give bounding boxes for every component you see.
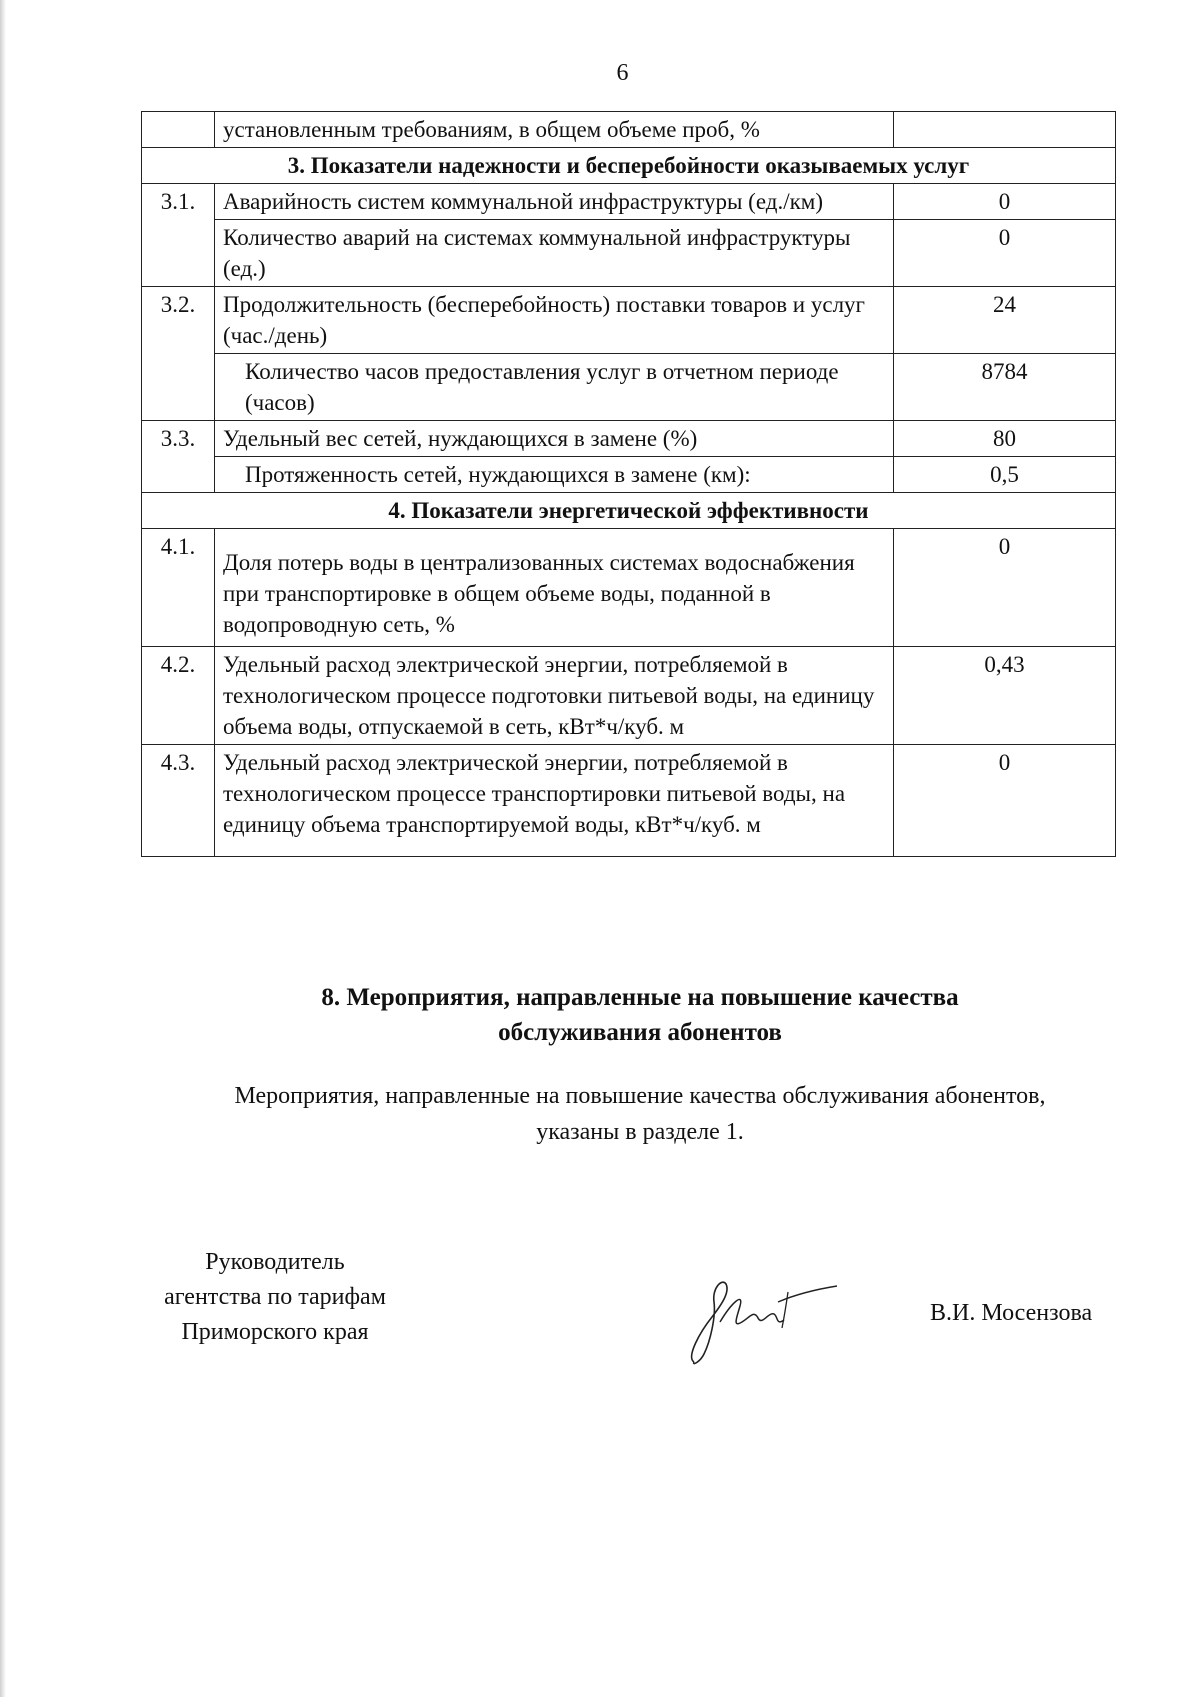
row-value: 80 — [894, 421, 1116, 457]
row-value: 0,5 — [894, 457, 1116, 493]
row-description: Удельный расход электрической энергии, потребляемой в технологическом процессе транспортировки питьевой воды, на единицу объема транспортируемой воды, кВт*ч/куб. м — [215, 745, 894, 857]
row-description: Удельный расход электрической энергии, потребляемой в технологическом процессе подготовки питьевой воды, на единицу объема воды, отпускаемой в сеть, кВт*ч/куб. м — [215, 647, 894, 745]
row-description: Продолжительность (бесперебойность) поставки товаров и услуг (час./день) — [215, 287, 894, 354]
signer-position — [120, 1245, 430, 1350]
page-number: 6 — [616, 60, 629, 86]
position-line: Приморского края — [181, 1319, 369, 1345]
table-row — [142, 421, 1116, 457]
table-row — [142, 529, 1116, 647]
row-description: Количество аварий на системах коммунальной инфраструктуры (ед.) — [215, 220, 894, 287]
heading-line: 8. Мероприятия, направленные на повышение качества — [321, 984, 959, 1011]
table-row — [142, 457, 1116, 493]
section-8-heading — [190, 980, 1090, 1050]
table-row — [142, 745, 1116, 857]
row-description: Удельный вес сетей, нуждающихся в замене (%) — [215, 421, 894, 457]
row-value: 24 — [894, 287, 1116, 354]
table-row — [142, 354, 1116, 421]
row-value: 0 — [894, 220, 1116, 287]
row-value: 0 — [894, 745, 1116, 857]
row-description: Доля потерь воды в централизованных системах водоснабжения при транспортировке в общем объеме воды, поданной в водопроводную сеть, % — [215, 529, 894, 647]
row-value: 8784 — [894, 354, 1116, 421]
row-number: 4.3. — [142, 745, 215, 857]
table-row — [142, 184, 1116, 220]
row-description: Протяженность сетей, нуждающихся в замене (км): — [215, 457, 894, 493]
row-number: 3.2. — [142, 287, 215, 421]
row-number: 4.2. — [142, 647, 215, 745]
indicators-table — [141, 111, 1116, 857]
row-value: 0 — [894, 529, 1116, 647]
position-line: агентства по тарифам — [164, 1284, 386, 1310]
section-row — [142, 493, 1116, 529]
handwritten-signature-icon — [682, 1262, 842, 1372]
page-edge-shadow — [0, 0, 6, 1697]
row-description: установленным требованиям, в общем объеме проб, % — [215, 112, 894, 148]
table-row — [142, 647, 1116, 745]
section-8-text — [130, 1078, 1150, 1150]
table-row — [142, 287, 1116, 354]
paragraph-line: указаны в разделе 1. — [536, 1119, 744, 1145]
position-line: Руководитель — [205, 1249, 345, 1275]
heading-line: обслуживания абонентов — [498, 1019, 782, 1046]
row-value: 0,43 — [894, 647, 1116, 745]
paragraph-line: Мероприятия, направленные на повышение качества обслуживания абонентов, — [234, 1083, 1046, 1109]
row-number: 4.1. — [142, 529, 215, 647]
section-3-title: 3. Показатели надежности и бесперебойности оказываемых услуг — [142, 148, 1116, 184]
row-value — [894, 112, 1116, 148]
row-description: Количество часов предоставления услуг в отчетном периоде (часов) — [215, 354, 894, 421]
row-value: 0 — [894, 184, 1116, 220]
table-row — [142, 112, 1116, 148]
signer-name: В.И. Мосензова — [930, 1300, 1093, 1326]
row-number-cell — [142, 112, 215, 148]
section-row — [142, 148, 1116, 184]
section-4-title: 4. Показатели энергетической эффективности — [142, 493, 1116, 529]
row-description: Аварийность систем коммунальной инфраструктуры (ед./км) — [215, 184, 894, 220]
row-number: 3.3. — [142, 421, 215, 493]
row-number: 3.1. — [142, 184, 215, 287]
table-row — [142, 220, 1116, 287]
